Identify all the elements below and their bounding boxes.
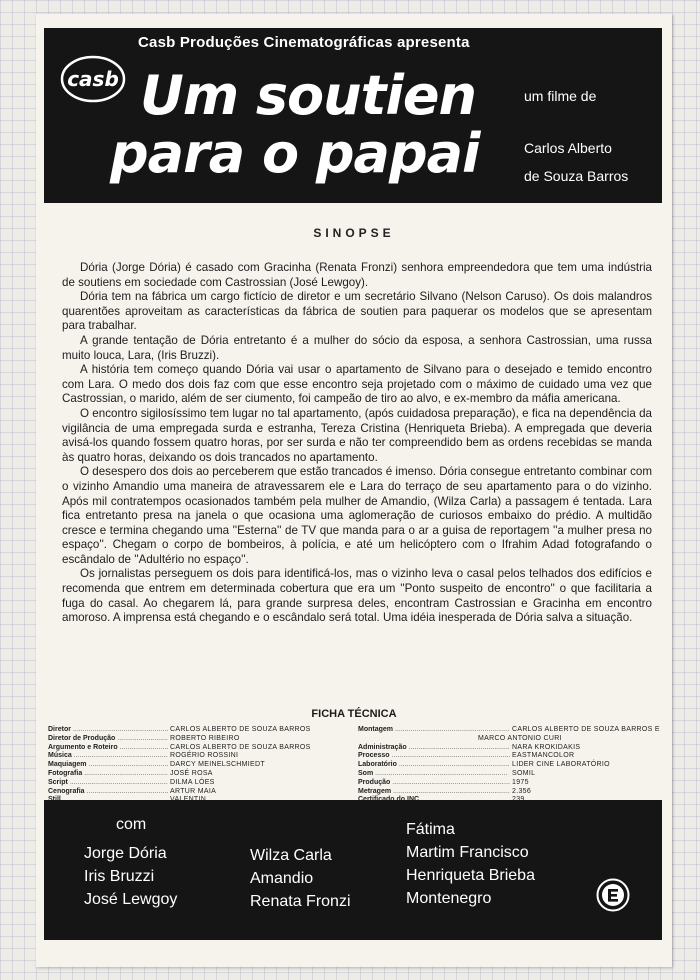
credit-row — [358, 752, 662, 761]
credit-row — [358, 726, 662, 735]
credit-row — [48, 735, 338, 744]
cast-member: Jorge Dória — [84, 845, 167, 862]
credit-role: Processo — [358, 752, 390, 760]
logo-text: casb — [67, 67, 119, 91]
cast-member: Henriqueta Brieba — [406, 867, 535, 884]
synopsis-paragraph: Dória (Jorge Dória) é casado com Gracinha (Renata Fronzi) senhora empreendedora que tem uma indústria de soutiens em sociedade com Castrossian (José Lewgoy). — [62, 261, 652, 289]
cast-member: Fátima — [406, 821, 455, 838]
credit-role: Som — [358, 769, 374, 777]
credit-value: JOSÉ ROSA — [170, 769, 213, 777]
credit-role: Diretor — [48, 726, 71, 733]
credit-role: Diretor de Produção — [48, 734, 116, 742]
credit-value: 1975 — [512, 778, 529, 786]
credit-role: Música — [48, 752, 72, 760]
synopsis-paragraph: A história tem começo quando Dória vai usar o apartamento de Silvano para o desejado e temido encontro com Lara. O medo dos dois faz com que esse encontro seja projetado com o máximo de cuidado uma vez que Castrossian, o marido, além de ser ciumento, foi campeão de tiro ao alvo, e ex-membro da máfia americana. — [62, 363, 652, 406]
credit-value: DARCY MEINELSCHMIEDT — [170, 761, 265, 769]
synopsis-paragraph: O encontro sigilosíssimo tem lugar no tal apartamento, (após cuidadosa preparação), e fica na dependência da vigilância de uma empregada surda e estranha, Tereza Cristina (Henriqueta Brieba). A empregada que deveria avisá-los quando fossem quatro horas, por ser surda e não ter compreendido bem as ordens recebidas se manda às quatro horas, deixando os dois trancados no apartamento. — [62, 406, 652, 464]
credit-role: Maquiagem — [48, 761, 87, 769]
credit-role: Laboratório — [358, 761, 397, 769]
cast-column-3 — [406, 818, 535, 910]
ficha-tecnica-heading: FICHA TÉCNICA — [311, 708, 397, 720]
cast-member: Renata Fronzi — [250, 893, 351, 910]
credit-value: ROGÉRIO ROSSINI — [170, 752, 239, 760]
embrafilme-emblem-icon — [596, 878, 630, 912]
credit-value-continuation: MARCO ANTONIO CURI — [478, 734, 562, 742]
cast-member: José Lewgoy — [84, 891, 178, 908]
credit-role: Cenografia — [48, 787, 85, 795]
cast-member: Martim Francisco — [406, 844, 529, 861]
cast-label: com — [116, 816, 147, 833]
credit-role: Fotografia — [48, 769, 83, 777]
cast-column-1 — [84, 842, 177, 911]
cast-member: Iris Bruzzi — [84, 868, 155, 885]
credit-row — [48, 726, 338, 735]
casb-logo-icon — [60, 54, 126, 104]
credit-row — [48, 752, 338, 761]
credit-role: Metragem — [358, 787, 392, 795]
credit-row — [48, 779, 338, 788]
credit-value: CARLOS ALBERTO DE SOUZA BARROS E — [512, 726, 660, 733]
credit-row — [48, 770, 338, 779]
credit-row — [358, 779, 662, 788]
credit-row — [48, 788, 338, 797]
credit-value: SOMIL — [512, 769, 536, 777]
credit-role: Produção — [358, 778, 391, 786]
credit-row — [358, 744, 662, 753]
credit-value: 2.356 — [512, 787, 532, 795]
credit-value: CARLOS ALBERTO DE SOUZA BARROS — [170, 726, 311, 733]
synopsis-paragraph: O desespero dos dois ao perceberem que estão trancados é imenso. Dória consegue entretanto combinar com o vizinho Amandio uma maneira de atravessarem ele e Lara do terraço de seu apartamento para o do vizinho. Após mil contratempos ocasionados também pela mulher de Amandio, (Wilza Carla) a passagem é tentada. Lara fica entretanto presa na janela o que ocasiona uma aglomeração de curiosos embaixo do prédio. A multidão cresce e termina chegando uma ''Esterna'' de TV que manda para o ar a guisa de reportagem ''a mulher presa no espaço''. Chegam o corpo de bombeiros, à polícia, e até um helicóptero com o Ifrahim Adad fotografando o escândalo de ''Adultério no espaço''. — [62, 465, 652, 566]
cast-member: Wilza Carla — [250, 847, 332, 864]
credit-value: NARA KROKIDAKIS — [512, 743, 581, 751]
film-byline: um filme de — [524, 88, 597, 104]
credit-row — [358, 788, 662, 797]
credit-role: Administração — [358, 743, 407, 751]
flyer-sheet — [36, 14, 672, 967]
credit-value: DILMA LÓES — [170, 778, 215, 786]
credit-role: Script — [48, 778, 68, 786]
presenter-line: Casb Produções Cinematográficas apresenta — [138, 34, 470, 51]
synopsis-paragraph: Os jornalistas perseguem os dois para identificá-los, mas o vizinho leva o casal pelos telhados dos edifícios e recomenda que entrem em determinada cobertura que era um ''Ponto suspeito de encontro'' o que facilitaria a fuga do casal. Ao chegarem lá, para grande surpresa deles, encontram Castrossian e Gracinha em encontro amoroso. A imprensa está chegando e o escândalo será total. Uma idéia inesperada de Dória salva a situação. — [62, 567, 652, 625]
credit-value: EASTMANCOLOR — [512, 752, 575, 760]
synopsis-body — [62, 261, 652, 626]
director-name-line1: Carlos Alberto — [524, 140, 612, 156]
credit-value: ARTUR MAIA — [170, 787, 217, 795]
credit-row — [358, 761, 662, 770]
synopsis-heading: SINOPSE — [313, 226, 395, 240]
credits-left-column — [48, 726, 338, 805]
credit-row — [358, 770, 662, 779]
synopsis-paragraph: A grande tentação de Dória entretanto é a mulher do sócio da esposa, a senhora Castrossian, uma russa muito louca, Lara, (Iris Bruzzi). — [62, 333, 652, 362]
film-title-line1: Um soutien — [140, 64, 476, 127]
film-title-line2: para o papai — [110, 122, 480, 185]
cast-member: Montenegro — [406, 890, 492, 907]
credit-value: CARLOS ALBERTO DE SOUZA BARROS — [170, 743, 311, 751]
synopsis-paragraph: Dória tem na fábrica um cargo fictício de diretor e um secretário Silvano (Nelson Caruso). Os dois malandros quarentões aproveitam as características da fábrica de soutien para paquerar os modelos que se apresentam para trabalhar. — [62, 290, 652, 333]
title-panel — [44, 28, 662, 203]
cast-column-2 — [250, 844, 351, 913]
credit-value: ROBERTO RIBEIRO — [170, 734, 240, 742]
credit-value: LIDER CINE LABORATÓRIO — [512, 761, 610, 769]
cast-member: Amandio — [250, 870, 314, 887]
credit-row — [48, 761, 338, 770]
director-name-line2: de Souza Barros — [524, 168, 629, 184]
cast-panel — [44, 800, 662, 940]
credit-role: Argumento e Roteiro — [48, 743, 118, 751]
credit-role: Montagem — [358, 726, 393, 733]
